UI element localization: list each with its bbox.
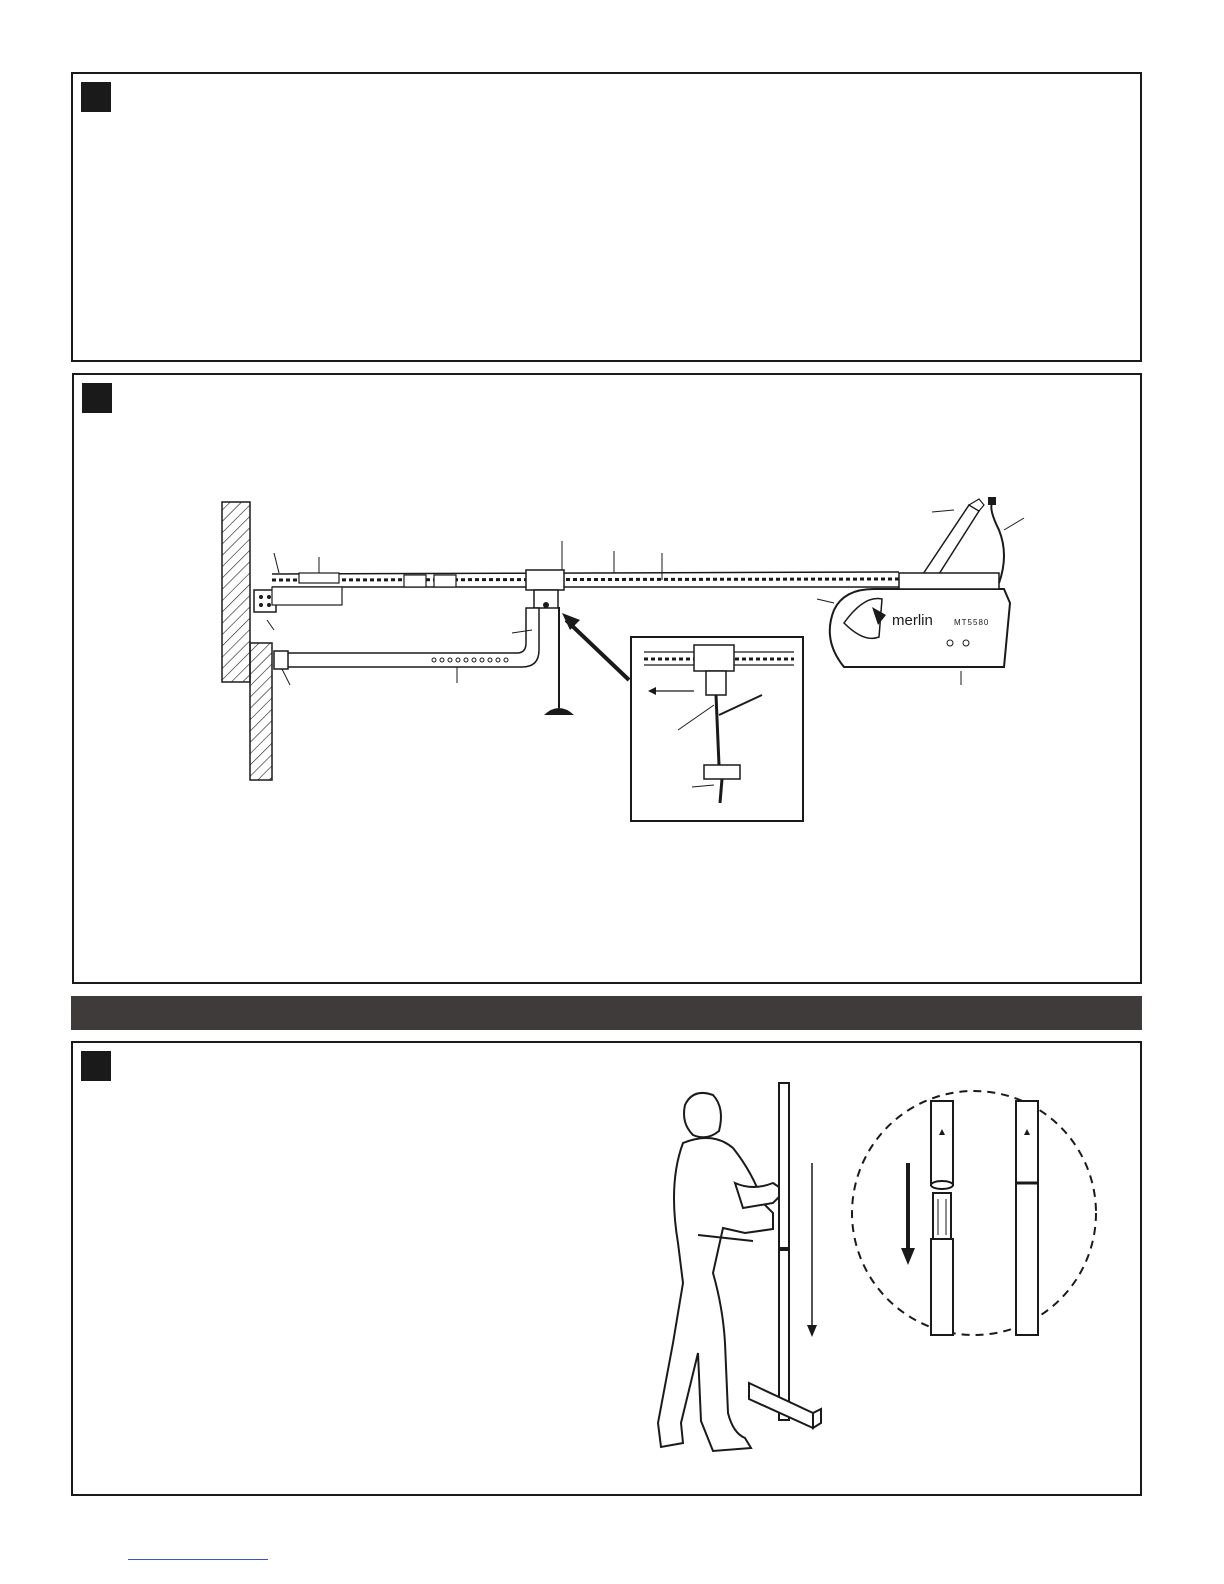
- opener-installation-diagram: [74, 375, 1144, 986]
- step-number-box: [81, 82, 111, 112]
- trolley-detail-inset: [631, 637, 803, 821]
- footer-link-underline[interactable]: [128, 1559, 268, 1560]
- power-cord: [988, 497, 1004, 583]
- step-panel-3: [71, 1041, 1142, 1496]
- opener-head: [830, 589, 1010, 667]
- extension-pole-illustration: [73, 1043, 1144, 1498]
- chain-rail: [272, 572, 899, 605]
- mounting-strap: [899, 499, 999, 589]
- door-arm: [274, 608, 539, 669]
- hatched-wall: [222, 502, 272, 780]
- brand-logo: merlin: [892, 612, 933, 629]
- callout-arrow: [562, 613, 629, 680]
- section-heading-bar: [71, 996, 1142, 1030]
- model-label: MT5580: [954, 618, 990, 627]
- step-panel-2: [72, 373, 1142, 984]
- extension-pole: [749, 1083, 821, 1428]
- step-panel-1: [71, 72, 1142, 362]
- direction-arrow: [807, 1163, 817, 1337]
- trolley: [526, 570, 564, 608]
- dashed-circle-detail: [852, 1091, 1096, 1335]
